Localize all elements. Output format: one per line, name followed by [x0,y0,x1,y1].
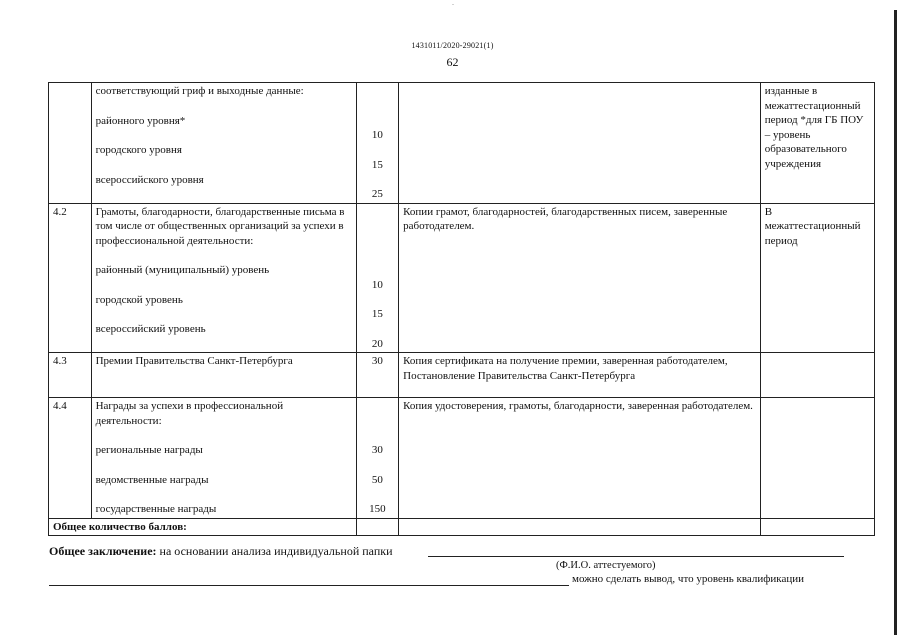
points-value: 10 [371,278,383,291]
criterion-item: городского уровня [95,144,182,156]
criterion-item: всероссийского уровня [95,173,204,186]
points-value: 20 [371,337,383,350]
points-value: 15 [371,308,383,320]
fio-blank-line [428,556,844,557]
criterion-cell [91,203,356,353]
total-row [49,518,875,536]
criterion-item: районного уровня* [95,114,186,127]
criterion-title: Награды за успехи в профессиональной деятельности: [95,400,284,427]
note-cell: изданные в межаттестационный период *для ГБ ПОУ – уровень образовательного учреждения [760,83,874,204]
points-cell [356,83,399,204]
criterion-cell [91,83,356,204]
evidence-cell: Копия сертификата на получение премии, заверенная работодателем, Постановление Правительства Санкт-Петербурга [399,353,761,398]
document-id: 1431011/2020-29021(1) [411,41,494,50]
criterion-item: ведомственные награды [95,473,209,486]
criterion-item: государственные награды [95,503,217,515]
points-value: 15 [371,158,383,171]
fio-caption: (Ф.И.О. аттестуемого) [556,560,656,571]
criterion-item: районный (муниципальный) уровень [95,264,270,276]
criterion-title: Грамоты, благодарности, благодарственные письма в том числе от общественных организаций за успехи в профессиональной деятельности: [95,205,345,247]
points-value: 25 [371,188,383,200]
criterion-item: городской уровень [95,293,183,306]
row-number [49,83,92,204]
criterion-item: региональные награды [95,444,203,456]
criterion-item: всероссийский уровень [95,323,206,335]
top-mark: - [452,2,454,8]
total-note-cell [760,518,874,536]
row-number: 4.2 [49,203,92,353]
row-number: 4.4 [49,398,92,519]
points-cell [356,203,399,353]
total-points-cell [356,518,399,536]
blank-line [49,585,569,586]
note-cell [760,353,874,398]
criterion-title: соответствующий гриф и выходные данные: [95,85,304,97]
criterion-cell [91,398,356,519]
table-row [49,353,875,398]
total-label: Общее количество баллов: [49,518,357,536]
criterion-cell: Премии Правительства Санкт-Петербурга [91,353,356,398]
points-cell [356,398,399,519]
points-value: 30 [371,444,383,456]
total-evidence-cell [399,518,761,536]
points-value: 10 [371,129,383,141]
evidence-cell [399,83,761,204]
evidence-cell: Копии грамот, благодарностей, благодарственных писем, заверенные работодателем. [399,203,761,353]
table-row [49,203,875,353]
conclusion-tail: можно сделать вывод, что уровень квалификации [572,573,805,585]
table-row [49,83,875,204]
evidence-cell: Копия удостоверения, грамоты, благодарности, заверенная работодателем. [399,398,761,519]
conclusion-label: Общее заключение: [49,544,157,558]
points-cell: 30 [356,353,399,398]
criteria-table [48,82,875,536]
page-edge-line [894,10,897,635]
page-number: 62 [446,55,459,69]
note-cell [760,398,874,519]
conclusion-line [49,544,393,559]
points-value: 150 [369,503,386,515]
conclusion-text: на основании анализа индивидуальной папки [156,544,393,558]
note-cell: В межаттестационный период [760,203,874,353]
table-row [49,398,875,519]
points-value: 50 [371,473,383,486]
row-number: 4.3 [49,353,92,398]
